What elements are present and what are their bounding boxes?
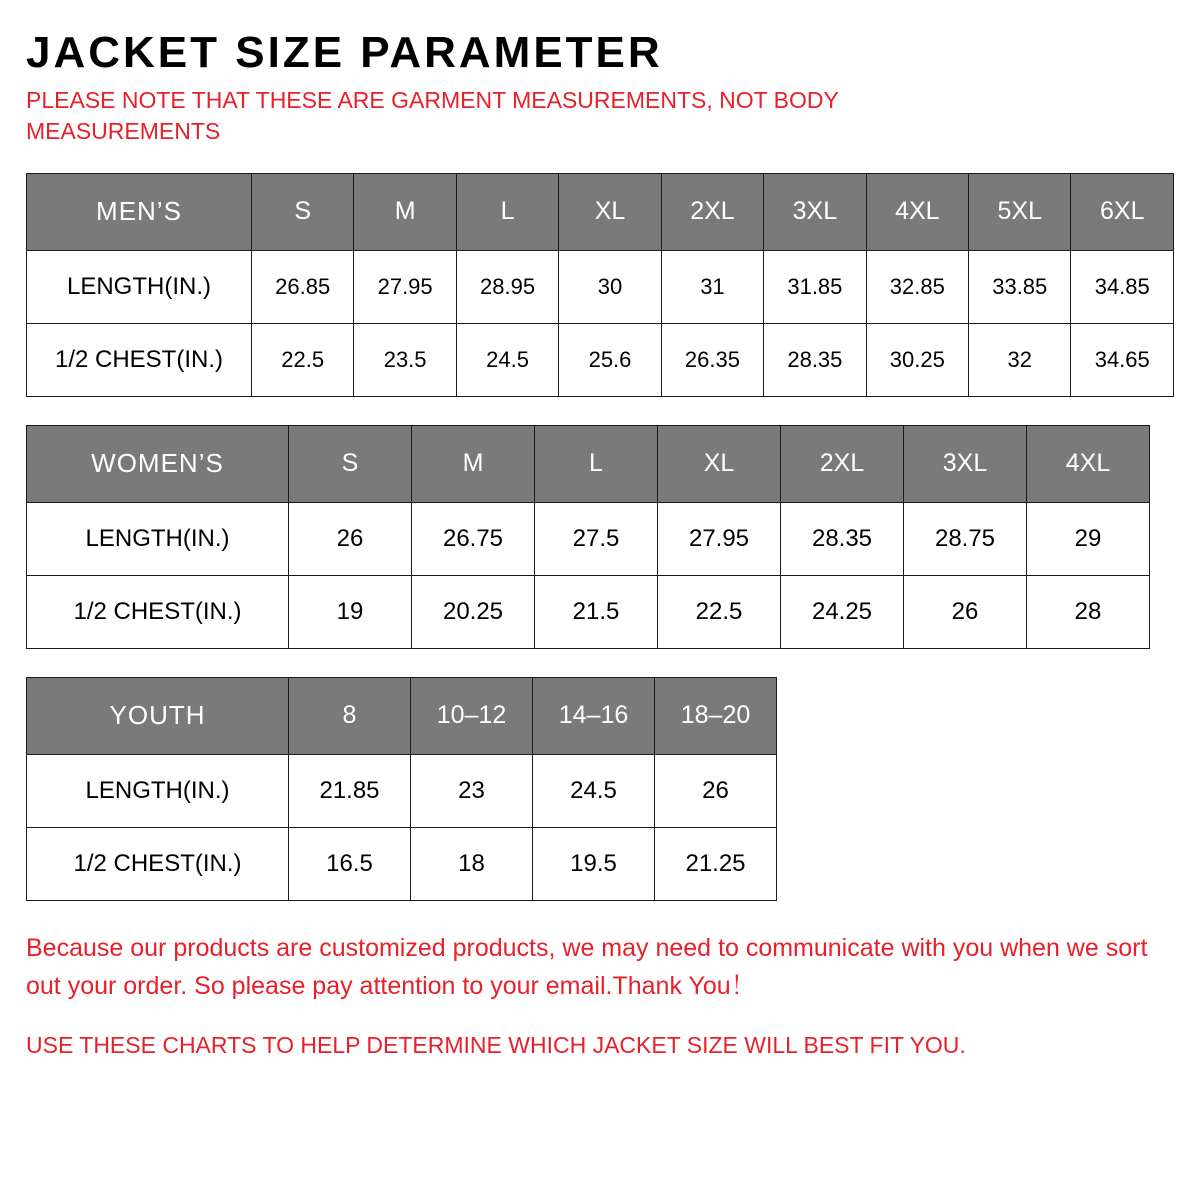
table-cell: 21.85 bbox=[289, 754, 411, 827]
table-cell: 18 bbox=[411, 827, 533, 900]
table-cell: 26 bbox=[904, 575, 1027, 648]
garment-measurement-note: PLEASE NOTE THAT THESE ARE GARMENT MEASUREMENTS, NOT BODY MEASUREMENTS bbox=[26, 86, 839, 144]
table-cell: 21.25 bbox=[655, 827, 777, 900]
table-cell: 23 bbox=[411, 754, 533, 827]
table-cell: 26 bbox=[655, 754, 777, 827]
table-cell: 22.5 bbox=[251, 323, 353, 396]
table-header-row bbox=[27, 677, 777, 754]
charts-usage-note: USE THESE CHARTS TO HELP DETERMINE WHICH JACKET SIZE WILL BEST FIT YOU. bbox=[26, 1032, 966, 1059]
table-cell: 28.35 bbox=[764, 323, 866, 396]
table-cell: 34.85 bbox=[1071, 250, 1174, 323]
table-cell: 24.5 bbox=[533, 754, 655, 827]
table-row bbox=[27, 827, 777, 900]
row-label: 1/2 CHEST(IN.) bbox=[27, 575, 289, 648]
table-cell: 26 bbox=[289, 502, 412, 575]
table-cell: 23.5 bbox=[354, 323, 456, 396]
table-cell: 28.35 bbox=[781, 502, 904, 575]
column-header: 3XL bbox=[764, 173, 866, 250]
table-header-row bbox=[27, 425, 1150, 502]
table-cell: 24.5 bbox=[456, 323, 558, 396]
youth-size-table bbox=[26, 677, 777, 901]
column-header: L bbox=[456, 173, 558, 250]
column-header: 2XL bbox=[781, 425, 904, 502]
column-header: XL bbox=[658, 425, 781, 502]
womens-size-table bbox=[26, 425, 1150, 649]
column-header: 14–16 bbox=[533, 677, 655, 754]
table-cell: 21.5 bbox=[535, 575, 658, 648]
column-header: 8 bbox=[289, 677, 411, 754]
page-title: JACKET SIZE PARAMETER bbox=[26, 28, 663, 77]
table-cell: 26.75 bbox=[412, 502, 535, 575]
table-header-row bbox=[27, 173, 1174, 250]
table-cell: 34.65 bbox=[1071, 323, 1174, 396]
column-header: M bbox=[412, 425, 535, 502]
table-row bbox=[27, 323, 1174, 396]
table-cell: 32.85 bbox=[866, 250, 968, 323]
table-cell: 28.95 bbox=[456, 250, 558, 323]
table-row bbox=[27, 754, 777, 827]
table-cell: 31 bbox=[661, 250, 763, 323]
column-header: S bbox=[289, 425, 412, 502]
row-label: LENGTH(IN.) bbox=[27, 250, 252, 323]
table-cell: 29 bbox=[1027, 502, 1150, 575]
column-header: WOMEN’S bbox=[27, 425, 289, 502]
column-header: 18–20 bbox=[655, 677, 777, 754]
row-label: LENGTH(IN.) bbox=[27, 502, 289, 575]
column-header: 4XL bbox=[1027, 425, 1150, 502]
column-header: 10–12 bbox=[411, 677, 533, 754]
table-cell: 27.5 bbox=[535, 502, 658, 575]
table-cell: 26.35 bbox=[661, 323, 763, 396]
table-cell: 22.5 bbox=[658, 575, 781, 648]
column-header: MEN’S bbox=[27, 173, 252, 250]
table-cell: 19 bbox=[289, 575, 412, 648]
column-header: 5XL bbox=[969, 173, 1071, 250]
mens-size-table bbox=[26, 173, 1174, 397]
column-header: XL bbox=[559, 173, 661, 250]
column-header: 6XL bbox=[1071, 173, 1174, 250]
table-cell: 28.75 bbox=[904, 502, 1027, 575]
row-label: 1/2 CHEST(IN.) bbox=[27, 323, 252, 396]
table-cell: 31.85 bbox=[764, 250, 866, 323]
table-cell: 30 bbox=[559, 250, 661, 323]
customized-products-note: Because our products are customized products, we may need to communicate with you when we sort out your order. So please pay attention to your email.Thank You！ bbox=[26, 933, 1148, 1001]
table-row bbox=[27, 250, 1174, 323]
table-cell: 26.85 bbox=[251, 250, 353, 323]
column-header: 2XL bbox=[661, 173, 763, 250]
table-cell: 19.5 bbox=[533, 827, 655, 900]
table-cell: 32 bbox=[969, 323, 1071, 396]
row-label: LENGTH(IN.) bbox=[27, 754, 289, 827]
column-header: L bbox=[535, 425, 658, 502]
column-header: M bbox=[354, 173, 456, 250]
table-cell: 33.85 bbox=[969, 250, 1071, 323]
table-cell: 27.95 bbox=[658, 502, 781, 575]
column-header: YOUTH bbox=[27, 677, 289, 754]
table-row bbox=[27, 575, 1150, 648]
column-header: S bbox=[251, 173, 353, 250]
table-cell: 27.95 bbox=[354, 250, 456, 323]
table-cell: 20.25 bbox=[412, 575, 535, 648]
table-row bbox=[27, 502, 1150, 575]
row-label: 1/2 CHEST(IN.) bbox=[27, 827, 289, 900]
table-cell: 25.6 bbox=[559, 323, 661, 396]
table-cell: 28 bbox=[1027, 575, 1150, 648]
column-header: 4XL bbox=[866, 173, 968, 250]
table-cell: 16.5 bbox=[289, 827, 411, 900]
table-cell: 30.25 bbox=[866, 323, 968, 396]
column-header: 3XL bbox=[904, 425, 1027, 502]
table-cell: 24.25 bbox=[781, 575, 904, 648]
